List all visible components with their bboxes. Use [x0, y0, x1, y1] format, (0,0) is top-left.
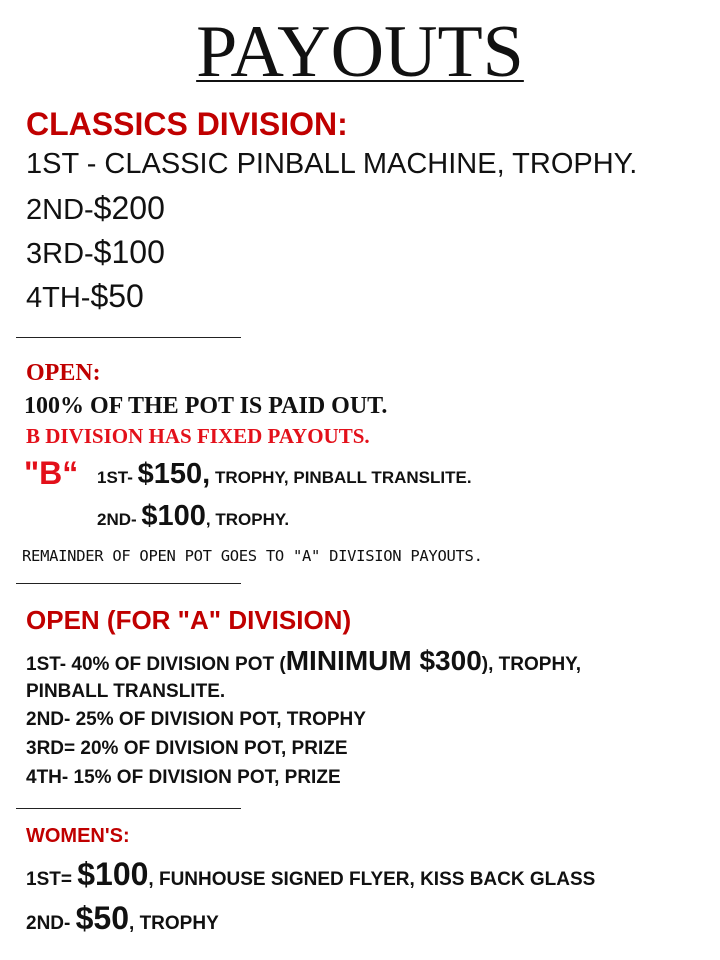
open-a-heading: OPEN (FOR "A" DIVISION) — [26, 605, 352, 635]
womens-second-rest: , TROPHY — [129, 913, 219, 934]
classics-heading: CLASSICS DIVISION: — [26, 106, 348, 142]
classics-third-place — [26, 234, 165, 271]
open-b-label: "B“ — [24, 455, 79, 491]
womens-second-amount: $50 — [75, 900, 130, 936]
classics-fourth-place — [26, 278, 144, 315]
womens-first-label: 1ST= — [26, 869, 72, 890]
classics-fourth-amount: $50 — [90, 278, 144, 314]
open-a-fourth: 4TH- 15% OF DIVISION POT, PRIZE — [26, 767, 341, 788]
open-b-second-amount: $100 — [141, 500, 206, 532]
open-a-first-continued: PINBALL TRANSLITE. — [26, 681, 226, 702]
open-a-second: 2ND- 25% OF DIVISION POT, TROPHY — [26, 709, 366, 730]
womens-first-rest: , FUNHOUSE SIGNED FLYER, KISS BACK GLASS — [148, 869, 596, 890]
womens-second — [26, 900, 219, 937]
womens-heading: WOMEN'S: — [26, 825, 130, 847]
open-a-third: 3RD= 20% OF DIVISION POT, PRIZE — [26, 738, 348, 759]
open-b-second-label: 2ND- — [97, 510, 137, 529]
open-b-first-amount: $150, — [137, 458, 211, 490]
open-b-second — [97, 500, 289, 533]
open-a-first-label: 1ST- 40% OF DIVISION POT ( — [26, 654, 286, 675]
open-a-first — [26, 645, 581, 677]
open-pot-line: 100% OF THE POT IS PAID OUT. — [24, 393, 388, 419]
classics-second-amount: $200 — [93, 190, 165, 226]
open-a-first-minimum: MINIMUM $300 — [285, 645, 482, 676]
open-b-first-rest: TROPHY, PINBALL TRANSLITE. — [214, 468, 472, 487]
womens-first — [26, 856, 595, 893]
open-b-first — [97, 458, 472, 491]
open-b-second-rest: , TROPHY. — [205, 510, 290, 529]
open-b-fixed: B DIVISION HAS FIXED PAYOUTS. — [26, 424, 370, 448]
classics-first-place: 1ST - CLASSIC PINBALL MACHINE, TROPHY. — [26, 148, 638, 180]
divider-1 — [16, 337, 241, 338]
open-a-first-rest: ), TROPHY, — [481, 654, 582, 675]
divider-3 — [16, 808, 241, 809]
classics-third-label: 3RD- — [26, 238, 94, 270]
page-title: PAYOUTS — [196, 11, 524, 93]
classics-second-place — [26, 190, 165, 227]
classics-third-amount: $100 — [93, 234, 165, 270]
womens-second-label: 2ND- — [26, 913, 71, 934]
open-heading: OPEN: — [26, 360, 101, 386]
open-b-first-label: 1ST- — [97, 468, 133, 487]
open-remainder-note: REMAINDER OF OPEN POT GOES TO "A" DIVISION PAYOUTS. — [22, 547, 483, 565]
divider-2 — [16, 583, 241, 584]
womens-first-amount: $100 — [77, 856, 149, 892]
classics-second-label: 2ND- — [26, 194, 94, 226]
classics-fourth-label: 4TH- — [26, 282, 91, 314]
